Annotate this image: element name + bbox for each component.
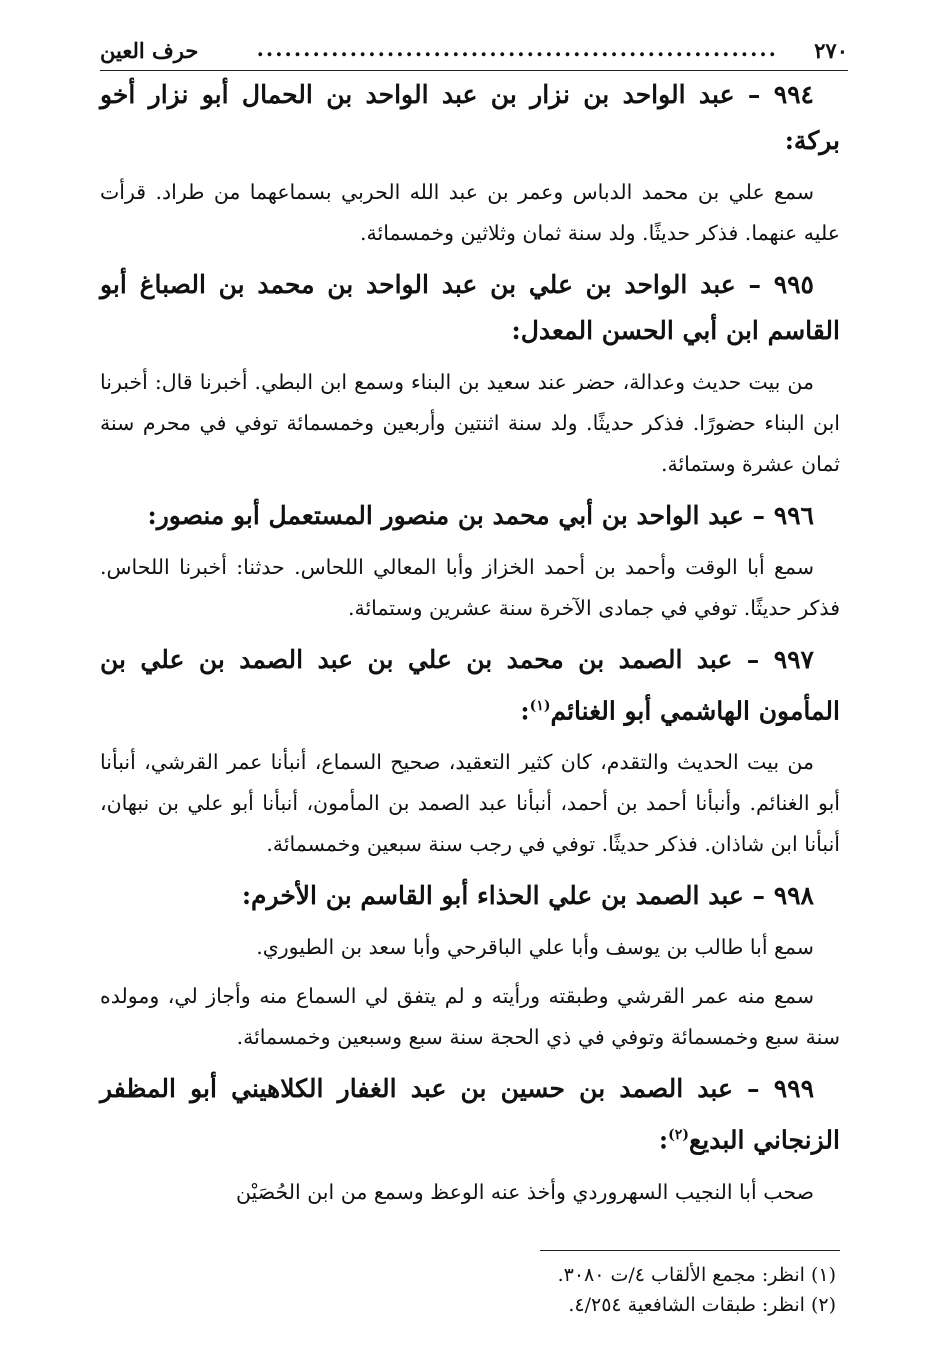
footnote-marker: (١): [529, 698, 551, 714]
chapter-title: حرف العين: [100, 38, 199, 63]
footnote: (١) انظر: مجمع الألقاب ٤/ت ٣٠٨٠.: [557, 1264, 836, 1286]
entry-title: ٩٩٩ – عبد الصمد بن حسين بن عبد الغفار الكلاهيني أبو المظفر الزنجاني البديع$^{(٢)}$:: [100, 1074, 840, 1155]
entry-title: ٩٩٦ – عبد الواحد بن أبي محمد بن منصور المستعمل أبو منصور:: [147, 501, 814, 530]
entry-title: ٩٩٤ – عبد الواحد بن نزار بن عبد الواحد بن الحمال أبو نزار أخو بركة:: [100, 80, 840, 155]
footnote-marker: (٢): [668, 1127, 689, 1144]
entry-body: سمع منه عمر القرشي وطبقته ورأيته و لم يتفق لي السماع منه وأجاز لي، ومولده سنة سبع وخمسمائة وتوفي في ذي الحجة سنة سبع وسبعين وخمسمائة.: [100, 984, 840, 1050]
entry-body: صحب أبا النجيب السهروردي وأخذ عنه الوعظ وسمع من ابن الحُصَيْن: [235, 1179, 814, 1204]
entry-title: ٩٩٨ – عبد الصمد بن علي الحذاء أبو القاسم بن الأخرم:: [241, 881, 814, 911]
entry-body: سمع أبا الوقت وأحمد بن أحمد الخزاز وأبا المعالي اللحاس. حدثنا: أخبرنا اللحاس. فذكر حديثًا. توفي في جمادى الآخرة سنة عشرين وستمائة.: [100, 555, 840, 620]
entry-title: ٩٩٧ – عبد الصمد بن محمد بن علي بن عبد الصمد بن علي بن المأمون الهاشمي أبو الغنائم$^{(١)}$:: [100, 645, 840, 726]
footnote-divider: [540, 1250, 840, 1251]
page-number: ٢٧٠: [814, 38, 848, 63]
page-content: [100, 72, 840, 1221]
entry-body: سمع علي بن محمد الدباس وعمر بن عبد الله الحربي بسماعهما من طراد. قرأت عليه عنهما. فذكر حديثًا. ولد سنة ثمان وثلاثين وخمسمائة.: [100, 180, 840, 245]
entry-title: ٩٩٥ – عبد الواحد بن علي بن عبد الواحد بن محمد بن الصباغ أبو القاسم ابن أبي الحسن المعدل:: [100, 270, 840, 345]
footnote: (٢) انظر: طبقات الشافعية ٤/٢٥٤.: [568, 1294, 836, 1316]
entry-body: سمع أبا طالب بن يوسف وأبا علي الباقرحي وأبا سعد بن الطيوري.: [256, 935, 814, 960]
header-leader-dots: ........................................................: [256, 36, 778, 61]
entry-body: من بيت حديث وعدالة، حضر عند سعيد بن البناء وسمع ابن البطي. أخبرنا قال: أخبرنا ابن البناء حضورًا. فذكر حديثًا. ولد سنة اثنتين وأربعين وخمسمائة توفي في محرم سنة ثمان عشرة وستمائة.: [100, 370, 840, 476]
entry-body: من بيت الحديث والتقدم، كان كثير التعقيد، صحيح السماع، أنبأنا عمر القرشي، أنبأنا أبو الغنائم. وأنبأنا أحمد بن أحمد، أنبأنا عبد الصمد بن المأمون، أنبأنا أبو علي بن نبهان، أنبأنا ابن شاذان. فذكر حديثًا. توفي في رجب سنة سبعين وخمسمائة.: [100, 750, 840, 857]
page-header: [100, 34, 848, 71]
